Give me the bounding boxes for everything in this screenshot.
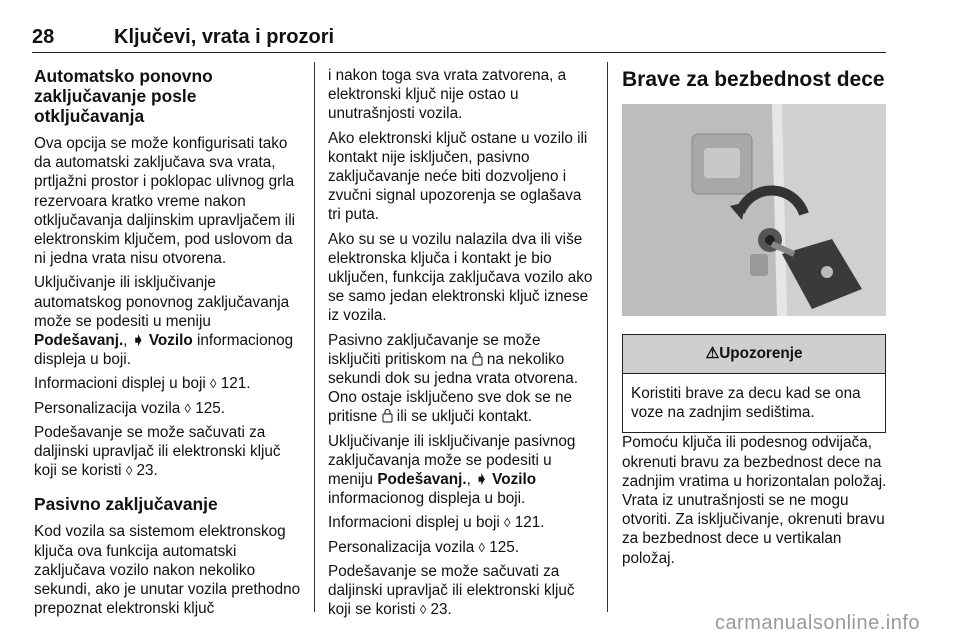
paragraph: Podešavanje se može sačuvati za daljinski upravljač ili elektronski ključ koji se koristi ◊ 23.: [328, 562, 575, 619]
menu-arrow-icon: ➧: [131, 332, 145, 350]
column-divider: [607, 62, 608, 612]
paragraph: Pomoću ključa ili podesnog odvijača, okrenuti bravu za bezbednost dece na zadnjim vratima u horizontalan položaj. Vrata iz unutrašnjosti se ne mogu otvoriti. Za isključivanje, okrenuti bravu za bezbednost dece u vertikalan položaj.: [622, 434, 887, 567]
child-lock-illustration: [622, 104, 886, 316]
page-header: [32, 26, 886, 53]
menu-settings: Podešavanj.: [34, 332, 124, 350]
warning-header: [623, 335, 885, 374]
paragraph: Pasivno zaključavanje se može isključiti pritiskom na na nekoliko sekundi dok su jedna vrata otvorena. Ono ostaje isključeno sve dok se ne pritisne ili se uključi kontakt.: [328, 331, 579, 426]
page-reference-icon: ◊: [478, 539, 485, 555]
cross-reference: Informacioni displej u boji ◊ 121.: [328, 514, 545, 532]
paragraph: Podešavanje se može sačuvati za daljinski upravljač ili elektronski ključ koji se koristi ◊ 23.: [34, 423, 281, 480]
menu-vehicle: Vozilo: [492, 471, 537, 489]
page-reference-icon: ◊: [125, 463, 133, 479]
column-middle: [328, 66, 596, 624]
menu-vehicle: Vozilo: [148, 332, 193, 350]
column-left: [34, 66, 302, 623]
warning-box: [622, 334, 886, 433]
paragraph: i nakon toga sva vrata zatvorena, a elektronski ključ nije ostao u unutrašnjosti vozila.: [328, 67, 567, 123]
warning-icon: ⚠: [705, 345, 720, 362]
page-reference-icon: ◊: [184, 400, 191, 416]
chapter-title: Ključevi, vrata i prozori: [114, 26, 335, 48]
column-right: [622, 66, 890, 573]
column-divider: [314, 62, 315, 612]
section-heading-passive-locking: Pasivno zaključavanje: [34, 494, 218, 515]
door-key-illustration-icon: [622, 104, 886, 316]
paragraph: Ako elektronski ključ ostane u vozilo ili kontakt nije isključen, pasivno zaključavanje neće biti dozvoljeno i zvučni signal upozorenja se oglašava tri puta.: [328, 129, 588, 224]
paragraph: Uključivanje ili isključivanje automatskog ponovnog zaključavanja može se podesiti u meniju Podešavanj., ➧ Vozilo informacionog displeja u boji.: [34, 274, 294, 369]
cross-reference: Personalizacija vozila ◊ 125.: [34, 399, 225, 417]
menu-settings: Podešavanj.: [377, 471, 467, 489]
page-reference-icon: ◊: [504, 515, 511, 531]
warning-text: Koristiti brave za decu kad se ona voze na zadnjim sedištima.: [631, 385, 861, 422]
section-heading-child-locks: Brave za bezbednost dece: [622, 68, 885, 91]
cross-reference: Informacioni displej u boji ◊ 121.: [34, 375, 251, 393]
page-reference-icon: ◊: [419, 602, 427, 618]
lock-button-icon: [382, 408, 393, 423]
lock-button-icon: [472, 351, 483, 366]
paragraph: Ako su se u vozilu nalazila dva ili više elektronska ključa i kontakt je bio uključen, funkcija zaključava vozilo ako se samo jedan elektronski ključ iznese iz vozila.: [328, 230, 593, 325]
page-number: 28: [32, 26, 55, 48]
section-heading-auto-relock: Automatsko ponovno zaključavanje posle otključavanja: [34, 66, 213, 126]
watermark: carmanualsonline.info: [714, 612, 920, 634]
paragraph: Kod vozila sa sistemom elektronskog ključa ova funkcija automatski zaključava vozilo nakon nekoliko sekundi, ako je unutar vozila prethodno prepoznat elektronski ključ: [34, 523, 301, 618]
paragraph: Uključivanje ili isključivanje pasivnog zaključavanja može se podesiti u meniju Podešavanj., ➧ Vozilo informacionog displeja u boji.: [328, 432, 576, 508]
paragraph: Ova opcija se može konfigurisati tako da automatski zaključava sva vrata, prtljažni prostor i poklopac ulivnog grla rezervoara kratko vreme nakon otključavanja daljinskim upravljačem ili elektronskim ključem, pod uslovom da ni jedna vrata nisu otvorena.: [34, 135, 296, 268]
page-reference-icon: ◊: [210, 376, 217, 392]
menu-arrow-icon: ➧: [475, 471, 488, 489]
warning-title: Upozorenje: [719, 345, 803, 362]
cross-reference: Personalizacija vozila ◊ 125.: [328, 538, 519, 556]
